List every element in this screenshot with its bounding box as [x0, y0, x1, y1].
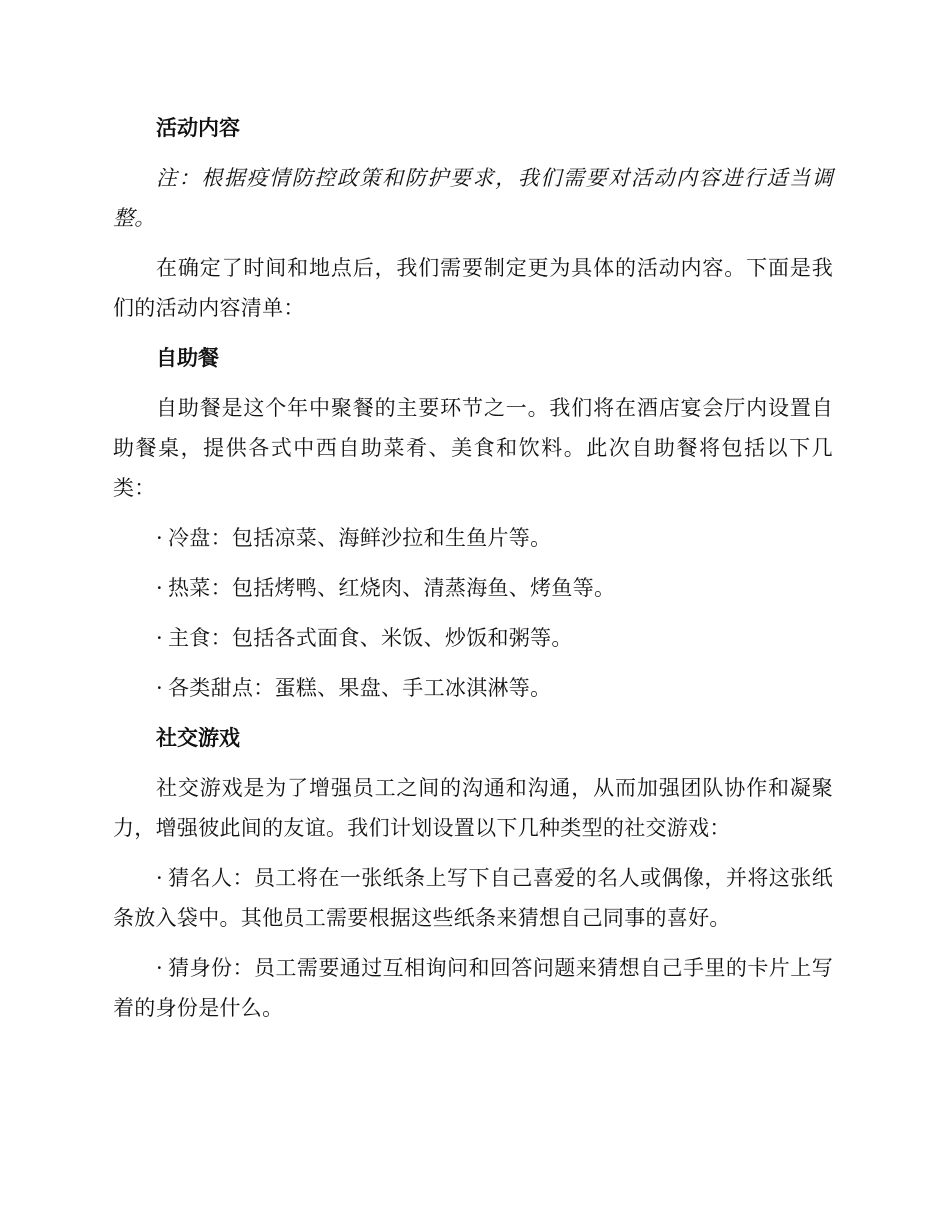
games-list-item-text: 猜身份：员工需要通过互相询问和回答问题来猜想自己手里的卡片上写着的身份是什么。	[113, 956, 833, 1020]
buffet-intro-paragraph: 自助餐是这个年中聚餐的主要环节之一。我们将在酒店宴会厅内设置自助餐桌，提供各式中西自助菜肴、美食和饮料。此次自助餐将包括以下几类：	[113, 396, 833, 500]
buffet-list-item-text: 各类甜点：蛋糕、果盘、手工冰淇淋等。	[168, 676, 552, 700]
bullet-icon: ·	[156, 626, 163, 650]
games-list-item	[113, 948, 833, 1028]
games-list-item-text: 猜名人：员工将在一张纸条上写下自己喜爱的名人或偶像，并将这张纸条放入袋中。其他员工需要根据这些纸条来猜想自己同事的喜好。	[113, 866, 833, 930]
buffet-list-item-text: 主食：包括各式面食、米饭、炒饭和粥等。	[168, 626, 573, 650]
games-intro-paragraph: 社交游戏是为了增强员工之间的沟通和沟通，从而加强团队协作和凝聚力，增强彼此间的友谊。我们计划设置以下几种类型的社交游戏：	[113, 776, 833, 840]
section-heading-buffet: 自助餐	[156, 346, 219, 370]
bullet-icon: ·	[156, 526, 163, 550]
buffet-list-item-text: 冷盘：包括凉菜、海鲜沙拉和生鱼片等。	[168, 526, 552, 550]
buffet-list-item	[113, 518, 833, 558]
bullet-icon: ·	[156, 866, 163, 890]
games-list-item	[113, 858, 833, 938]
note-paragraph: 注：根据疫情防控政策和防护要求，我们需要对活动内容进行适当调整。	[113, 166, 833, 230]
bullet-icon: ·	[156, 576, 163, 600]
buffet-list-item	[113, 668, 833, 708]
section-heading-activity-content: 活动内容	[156, 116, 240, 140]
bullet-icon: ·	[156, 956, 163, 980]
buffet-list-item-text: 热菜：包括烤鸭、红烧肉、清蒸海鱼、烤鱼等。	[168, 576, 616, 600]
buffet-list-item	[113, 618, 833, 658]
document-page	[113, 108, 833, 1028]
buffet-list-item	[113, 568, 833, 608]
section-heading-social-games: 社交游戏	[156, 726, 240, 750]
intro-paragraph: 在确定了时间和地点后，我们需要制定更为具体的活动内容。下面是我们的活动内容清单：	[113, 256, 833, 320]
bullet-icon: ·	[156, 676, 163, 700]
